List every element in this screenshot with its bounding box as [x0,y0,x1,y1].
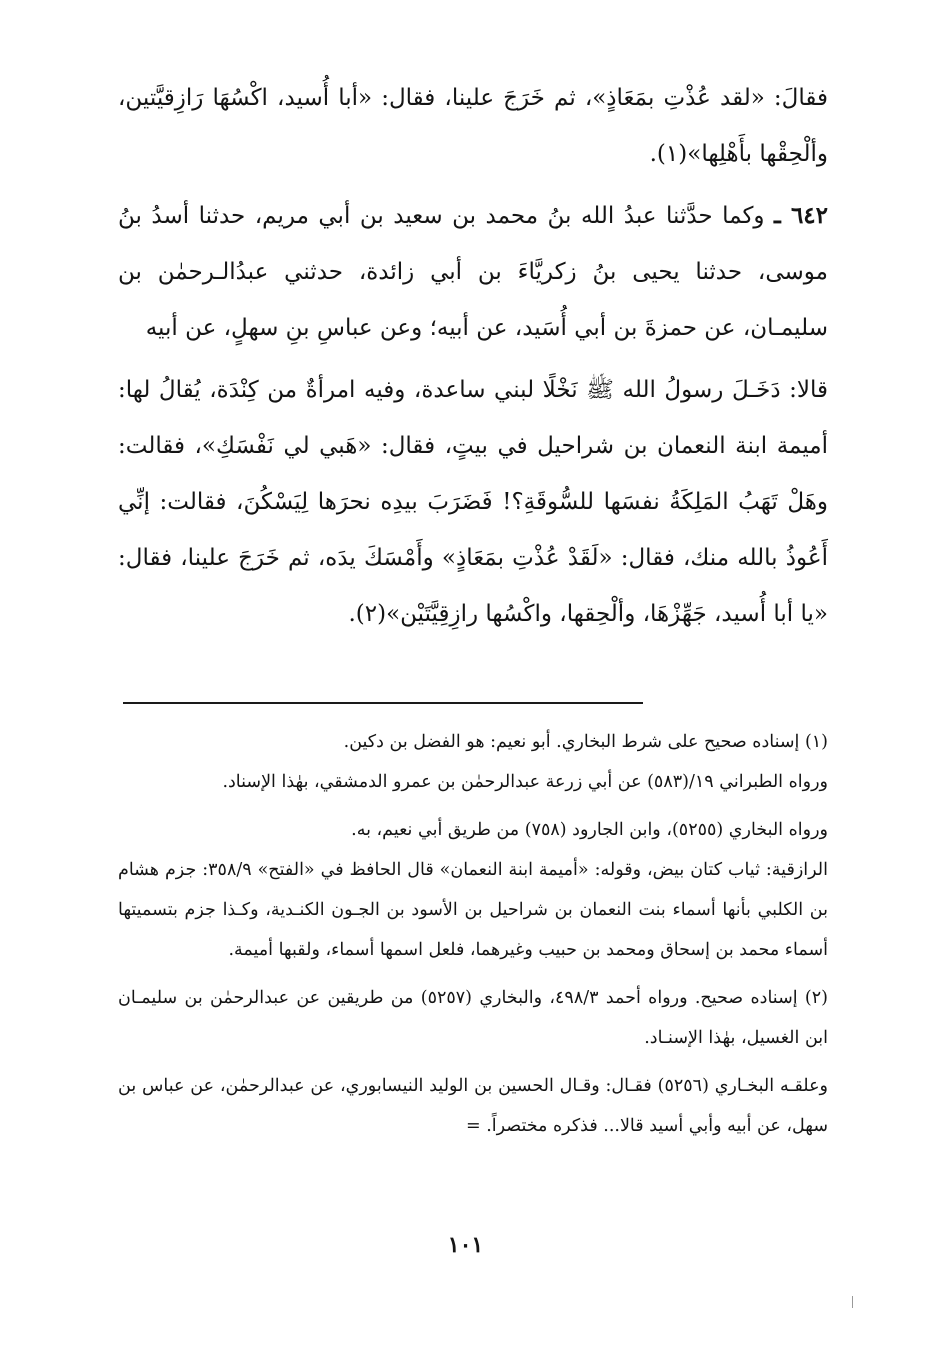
hadith-number: ٦٤٢ ـ [774,202,829,229]
main-text [118,70,828,642]
paragraph-1: فقالَ: «لقد عُذْتِ بمَعَاذٍ»، ثم خَرَجَ علينا، فقال: «أبا أُسيد، اكْسُهَا رَازِقيَّتين، وألْحِقْها بأَهْلِها»(١). [118,85,828,167]
footnotes [118,722,828,1146]
footnote-1-line-2: ورواه الطبراني ١٩/(٥٨٣) عن أبي زرعة عبدالرحمٰن بن عمرو الدمشقي، بهٰذا الإسناد. [222,772,828,792]
hadith-642-matn: قالا: دَخَـلَ رسولُ الله ﷺ نَخْلًا لبني ساعدة، وفيه امرأةٌ من كِنْدَة، يُقالُ لها: أميمة ابنة النعمان بن شراحيل في بيتٍ، فقال: «هَبي لي نَفْسَكِ»، فقالت: وهَلْ تَهَبُ المَلِكَةُ نفسَها للسُّوقَةِ؟! فَضَرَبَ بيدِه نحرَها لِيَسْكُنَ، فقالت: إنِّي أَعُوذُ بالله منك، فقال: «لَقَدْ عُذْتِ بمَعَاذٍ» وأَمْسَكَ يدَه، ثم خَرَجَ علينا، فقال: «يا أبا أُسيد، جَهِّزْهَا، وألْحِقها، واكْسُها رازِقِيَّتَيْن»(٢). [118,377,828,627]
footnote-separator [123,702,643,704]
footnote-2-line-1: (٢) إسناده صحيح. ورواه أحمد ٤٩٨/٣، والبخاري (٥٢٥٧) من طريقين عن عبدالرحمٰن بن سليمـان ابن الغسيل، بهٰذا الإسنـاد. [118,988,828,1048]
footnote-1-line-4: الرازقية: ثياب كتان بيض، وقوله: «أميمة ابنة النعمان» قال الحافظ في «الفتح» ٣٥٨/٩: جزم هشام بن الكلبي بأنها أسماء بنت النعمان بن شراحيل بن الأسود بن الجـون الكنـدية، وكـذا جزم بتسميتها أسماء محمد بن إسحاق ومحمد بن حبيب وغيرهما، فلعل اسمها أسماء، ولقبها أميمة. [118,860,828,960]
footnote-2-line-2: وعلقـه البخـاري (٥٢٥٦) فقـال: وقـال الحسين بن الوليد النيسابوري، عن عبدالرحمٰن، عن عباس بن سهل، عن أبيه وأبي أسيد قالا... فذكره مختصراً. = [118,1076,828,1136]
footnote-1-line-1: (١) إسناده صحيح على شرط البخاري. أبو نعيم: هو الفضل بن دكين. [343,732,828,752]
page-number: ١٠١ [447,1232,484,1258]
footnote-1-line-3: ورواه البخاري (٥٢٥٥)، وابن الجارود (٧٥٨) من طريق أبي نعيم، به. [351,820,828,840]
hadith-642-isnad: وكما حدَّثنا عبدُ الله بنُ محمد بن سعيد بن أبي مريم، حدثنا أسدُ بنُ موسى، حدثنا يحيى بنُ زكريَّاءَ بن أبي زائدة، حدثني عبدُالـرحمٰن بن سليمـان، عن حمزةَ بن أبي أُسَيد، عن أبيه؛ وعن عباسِ بنِ سهلٍ، عن أبيه [118,203,828,341]
hadith-642 [118,188,828,356]
margin-mark [852,1296,853,1308]
